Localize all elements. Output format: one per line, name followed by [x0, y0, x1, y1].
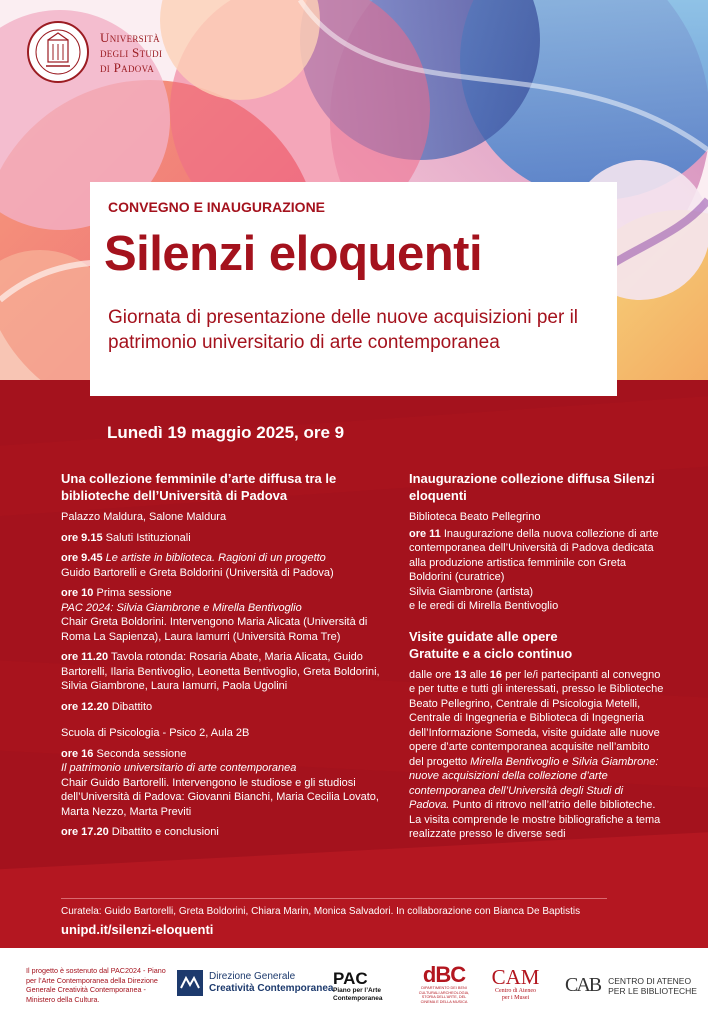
footer — [0, 948, 708, 1024]
program-italic: Mirella Bentivoglio e Silvia Giambrone: nuove acquisizioni della collezione d’arte contemporanea dell’Università degli Studi di Padova. — [409, 755, 659, 811]
program-text: Chair Greta Boldorini. Intervengono Maria Alicata (Università di Roma La Sapienza), Laura Iamurri (Università Roma Tre) — [61, 616, 368, 643]
program-time: ore 11 — [409, 527, 441, 540]
program-text: Guido Bartorelli e Greta Boldorini (Università di Padova) — [61, 566, 334, 579]
program-item — [61, 825, 381, 840]
event-subtitle: Giornata di presentazione delle nuove acquisizioni per il patrimonio universitario di arte contemporanea — [108, 307, 579, 353]
program-text: Chair Guido Bartorelli. Intervengono le studiose e gli studiosi dell’Università di Padova: Giovanni Bianchi, Maria Cecilia Lovato, Marta Nezzo, Marta Previti — [61, 776, 379, 818]
program-text: Saluti Istituzionali — [105, 531, 191, 544]
section-heading — [409, 628, 664, 662]
program-text: Inaugurazione della nuova collezione di arte contemporanea dell’Università di Padova dedicata alla produzione artistica femminile con Greta Boldorini (curatrice) — [409, 527, 659, 583]
dg-line1: Direzione Generale — [209, 971, 296, 982]
dg-line2: Creatività Contemporanea — [209, 983, 334, 994]
program-item — [409, 527, 664, 614]
credits: Curatela: Guido Bartorelli, Greta Boldorini, Chiara Marin, Monica Salvadori. In collaborazione con Bianca De Baptistis — [61, 906, 581, 917]
program-right-column — [409, 470, 664, 842]
program-text: Prima sessione — [96, 587, 172, 599]
cam-logo — [488, 966, 543, 1002]
section-heading: Inaugurazione collezione diffusa Silenzi eloquenti — [409, 471, 655, 503]
program-time: ore 9.45 — [61, 552, 103, 564]
program-text: Tavola rotonda: Rosaria Abate, Maria Alicata, Guido Bartorelli, Ilaria Bentivoglio, Leonetta Bentivoglio, Greta Boldorini, Silvia Giambrone, Laura Iamurri, Paola Ugolini — [61, 651, 380, 692]
program-item — [409, 668, 664, 842]
university-name — [100, 30, 162, 75]
program-text: Punto di ritrovo nell’atrio delle biblioteche. La visita comprende le mostre bibliografiche a tema realizzate presso le diverse sedi — [409, 799, 661, 840]
program-text: dalle ore — [409, 668, 452, 681]
program-time: ore 11.20 — [61, 651, 109, 663]
dg-creativita-logo — [177, 970, 333, 996]
program-text: Silvia Giambrone (artista) — [409, 585, 534, 598]
program-item — [61, 747, 381, 820]
section-heading-line1: Visite guidate alle opere — [409, 628, 558, 644]
cam-line1: Centro di Ateneo — [495, 988, 536, 994]
program-item — [61, 531, 381, 546]
program-italic: Le artiste in biblioteca. Ragioni di un progetto — [105, 552, 326, 564]
program-text: e le eredi di Mirella Bentivoglio — [409, 600, 559, 612]
program-time: ore 17.20 — [61, 826, 109, 838]
university-name-line2: degli Studi — [100, 44, 163, 60]
venue: Palazzo Maldura, Salone Maldura — [61, 511, 227, 523]
program-time: ore 9.15 — [61, 531, 103, 544]
dbc-mark: dBC — [422, 962, 466, 987]
event-title: Silenzi eloquenti — [104, 227, 483, 281]
venue: Scuola di Psicologia - Psico 2, Aula 2B — [61, 727, 250, 739]
section-heading: Una collezione femminile d’arte diffusa tra le biblioteche dell’Università di Padova — [61, 471, 337, 503]
program-time: 16 — [489, 668, 503, 681]
program-item — [61, 650, 381, 694]
dbc-text: DIPARTIMENTO DEI BENI CULTURALI ARCHEOLOGIA, STORIA DELL’ARTE, DEL CINEMA E DELLA MUSICA — [418, 986, 470, 1004]
university-seal-icon — [26, 20, 90, 84]
pac-mark: PAC — [333, 969, 368, 988]
program-time: ore 10 — [61, 587, 94, 599]
pac-line2: Contemporanea — [333, 994, 383, 1002]
program-time: ore 12.20 — [61, 700, 109, 713]
program-text: Seconda sessione — [96, 747, 187, 760]
program-item — [61, 551, 381, 580]
cab-logo — [565, 974, 697, 997]
divider — [61, 898, 607, 899]
cam-mark: CAM — [491, 965, 540, 989]
funding-note: Il progetto è sostenuto dal PAC2024 - Piano per l’Arte Contemporanea della Direzione Generale Creatività Contemporanea - Ministero della Cultura. — [26, 966, 166, 1004]
cam-line2: per i Musei — [501, 995, 530, 1001]
cab-line2: PER LE BIBLIOTECHE — [608, 985, 697, 996]
program-italic: PAC 2024: Silvia Giambrone e Mirella Bentivoglio — [61, 601, 302, 614]
cab-line1: CENTRO DI ATENEO — [608, 975, 692, 986]
event-kicker: CONVEGNO E INAUGURAZIONE — [108, 199, 326, 215]
program-text: Dibattito — [111, 700, 153, 713]
program-left-column — [61, 470, 381, 840]
university-name-line3: di Padova — [100, 59, 155, 75]
dbc-logo — [414, 964, 474, 1004]
event-date: Lunedì 19 maggio 2025, ore 9 — [107, 423, 345, 442]
program-time: ore 16 — [61, 747, 94, 760]
title-box — [90, 182, 617, 396]
program-text: Dibattito e conclusioni — [111, 826, 219, 838]
pac-logo — [333, 970, 382, 1002]
program-item — [61, 586, 381, 644]
university-logo — [26, 20, 162, 84]
program-text: per le/i partecipanti al convegno e per tutte e tutti gli interessati, presso le Biblioteche Beato Pellegrino, Centrale di Psicologia Metelli, Centrale di Ingegneria e Biblioteca di Ingegneria dell’Informazione Someda, visite guidate alle nuove opere d’arte contemporanea acquisite nell’ambito del progetto — [409, 668, 664, 768]
university-name-line1: Università — [100, 29, 160, 45]
cab-mark: CAB — [565, 974, 601, 996]
program-italic: Il patrimonio universitario di arte contemporanea — [61, 762, 297, 774]
venue: Biblioteca Beato Pellegrino — [409, 511, 541, 523]
section-heading-line2: Gratuite e a ciclo continuo — [409, 645, 573, 661]
mic-icon — [177, 970, 203, 996]
program-text: alle — [469, 668, 487, 681]
program-time: 13 — [454, 668, 467, 681]
pac-line1: Piano per l’Arte — [333, 987, 382, 994]
program-item — [61, 700, 381, 715]
event-url[interactable]: unipd.it/silenzi-eloquenti — [61, 922, 214, 937]
